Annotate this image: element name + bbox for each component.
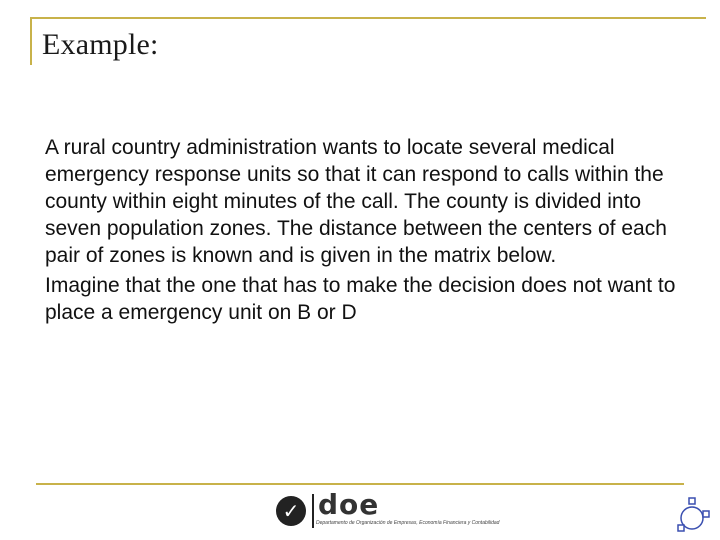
- logo-divider: [312, 494, 314, 528]
- bottom-frame-line: [36, 483, 684, 485]
- body-paragraph-1: A rural country administration wants to locate several medical emergency response units so that it can respond to calls within the county within eight minutes of the call. The county is divided into seven population zones. The distance between the centers of each pair of zones is known and is given in the matrix below.: [45, 136, 667, 267]
- logo-wordmark: doe: [318, 488, 380, 521]
- slide-body: [45, 134, 685, 329]
- corner-decoration-icon: [676, 496, 712, 536]
- slide-title: Example:: [42, 28, 159, 61]
- logo-subtitle: Departamento de Organización de Empresas, Economía Financiera y Contabilidad: [316, 520, 500, 526]
- body-paragraph-2: Imagine that the one that has to make the decision does not want to place a emergency unit on B or D: [45, 274, 676, 324]
- left-frame-line: [30, 17, 32, 65]
- footer-logo: [276, 488, 526, 530]
- doe-logo-icon: ✓: [276, 496, 306, 526]
- top-frame-line: [30, 17, 706, 19]
